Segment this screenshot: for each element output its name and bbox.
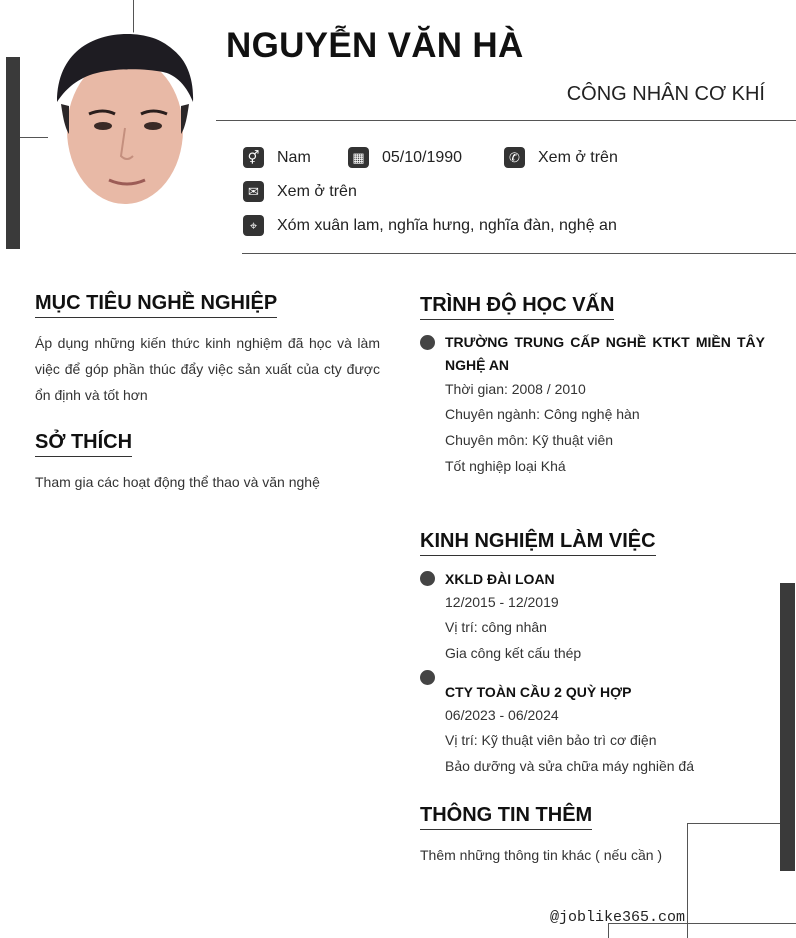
experience-bullet-2 <box>420 670 435 685</box>
contact-address <box>243 215 617 236</box>
avatar <box>53 32 197 204</box>
education-major: Chuyên ngành: Công nghệ hàn <box>445 406 640 422</box>
education-school: TRƯỜNG TRUNG CẤP NGHỀ KTKT MIỀN TÂY NGHỆ AN <box>445 334 765 373</box>
calendar-icon: ▦ <box>348 147 369 168</box>
gender-value: Nam <box>277 148 311 166</box>
experience-description-1: Gia công kết cấu thép <box>445 645 582 661</box>
location-icon: ⌖ <box>243 215 264 236</box>
education-grade: Tốt nghiệp loại Khá <box>445 458 566 474</box>
left-accent-bar <box>6 57 20 249</box>
experience-bullet-1 <box>420 571 435 586</box>
experience-period-1: 12/2015 - 12/2019 <box>445 594 559 610</box>
address-value: Xóm xuân lam, nghĩa hưng, nghĩa đàn, nghệ an <box>277 216 617 234</box>
extra-heading: THÔNG TIN THÊM <box>420 804 592 830</box>
experience-heading: KINH NGHIỆM LÀM VIỆC <box>420 530 656 556</box>
birthdate-value: 05/10/1990 <box>382 148 463 166</box>
right-accent-bar <box>780 583 795 871</box>
objective-heading: MỤC TIÊU NGHỀ NGHIỆP <box>35 292 277 318</box>
experience-description-2: Bảo dưỡng và sửa chữa máy nghiền đá <box>445 758 694 774</box>
experience-position-1: Vị trí: công nhân <box>445 619 547 635</box>
contact-email <box>243 181 357 202</box>
education-bullet <box>420 335 435 350</box>
deco-horizontal-line-left <box>20 137 48 138</box>
experience-period-2: 06/2023 - 06/2024 <box>445 707 559 723</box>
job-title: CÔNG NHÂN CƠ KHÍ <box>566 83 765 105</box>
footer-watermark: @joblike365.com <box>550 909 686 926</box>
education-heading: TRÌNH ĐỘ HỌC VẤN <box>420 294 614 320</box>
header-divider <box>216 120 796 121</box>
gender-icon: ⚥ <box>243 147 264 168</box>
extra-text: Thêm những thông tin khác ( nếu cần ) <box>420 847 663 863</box>
candidate-name: NGUYỄN VĂN HÀ <box>226 26 524 65</box>
deco-box-left <box>687 823 688 938</box>
email-value: Xem ở trên <box>277 182 357 200</box>
experience-company-1: XKLD ĐÀI LOAN <box>445 571 555 587</box>
deco-box-top <box>687 823 780 824</box>
experience-company-2: CTY TOÀN CẦU 2 QUỲ HỢP <box>445 684 632 700</box>
phone-icon: ✆ <box>504 147 525 168</box>
education-specialty: Chuyên môn: Kỹ thuật viên <box>445 432 614 448</box>
contact-divider <box>242 253 796 254</box>
contact-phone <box>504 147 618 168</box>
hobbies-text: Tham gia các hoạt động thể thao và văn nghệ <box>35 474 320 490</box>
education-time: Thời gian: 2008 / 2010 <box>445 381 586 397</box>
contact-gender <box>243 147 311 168</box>
experience-position-2: Vị trí: Kỹ thuật viên bảo trì cơ điện <box>445 732 657 748</box>
objective-text: Áp dụng những kiến thức kinh nghiệm đã học và làm việc để góp phần thúc đẩy việc sản xuất của cty được ổn định và tốt hơn <box>35 335 380 403</box>
email-icon: ✉ <box>243 181 264 202</box>
hobbies-heading: SỞ THÍCH <box>35 431 132 457</box>
phone-value: Xem ở trên <box>538 148 618 166</box>
contact-birthdate <box>348 147 462 168</box>
